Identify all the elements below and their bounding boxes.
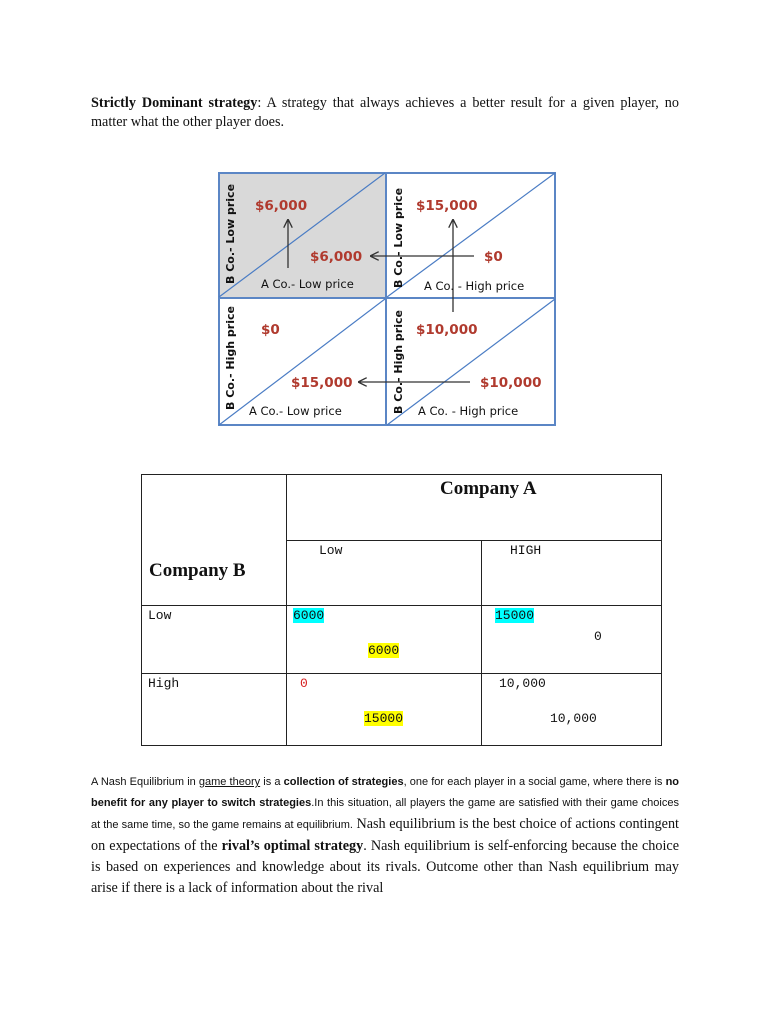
cell4-a-label: A Co. - High price [418,404,519,418]
game-table [141,474,662,746]
payoff-b: 6000 [293,608,325,623]
payoff-b: 10,000 [499,676,546,691]
cell-low-high [482,606,662,674]
cell-high-high [482,674,662,746]
cell3-a-label: A Co.- Low price [249,404,342,418]
cell4-b-payoff: $10,000 [416,322,478,338]
cell1-a-label: A Co.- Low price [261,277,354,291]
cell2-b-payoff: $15,000 [416,198,478,214]
cell4-b-label: B Co.- High price [392,310,405,414]
row-header-low: Low [142,606,287,674]
game-theory-link[interactable]: game theory [198,776,261,788]
cell4-a-payoff: $10,000 [480,375,542,391]
col-header-high: HIGH [482,541,662,606]
company-a-label: Company A [440,478,537,499]
cell1-a-payoff: $6,000 [310,249,363,265]
payoff-a: 0 [594,629,602,644]
nash-paragraph: A Nash Equilibrium in game theory is a collection of strategies, one for each player in a social game, where there is no benefit for any player to switch strategies.In this situation, all players the game are satisfied with their game choices at the same time, so the game remains at equilibrium. Nash equilibrium is the best choice of actions contingent on expectations of the rival’s optimal strategy. Nash equilibrium is self-enforcing because the choice is based on experiences and knowledge about its rivals. Outcome other than Nash equilibrium may arise if there is a lack of information about the rival [91,776,680,896]
payoff-b: 0 [300,676,308,691]
company-a-header [287,475,662,541]
definition-paragraph [91,94,679,132]
payoff-a: 10,000 [550,711,597,726]
cell1-b-payoff: $6,000 [255,198,308,214]
cell2-b-label: B Co.- Low price [392,187,405,288]
cell-low-low [287,606,482,674]
payoff-a: 6000 [368,643,400,658]
col-header-low: Low [287,541,482,606]
cell1-b-label: B Co.- Low price [224,183,237,284]
cell3-a-payoff: $15,000 [291,375,353,391]
corner-cell [142,475,287,606]
payoff-a: 15000 [364,711,404,726]
cell3-b-payoff: $0 [261,322,280,338]
definition-text: : A strategy that always achieves a better result for a given player, no matter what the other player does. [91,95,679,130]
cell2-a-label: A Co. - High price [424,279,525,293]
payoff-matrix-figure [218,172,556,426]
definition-term: Strictly Dominant strategy [91,95,258,111]
payoff-b: 15000 [495,608,535,623]
company-b-label: Company B [149,560,246,581]
cell3-b-label: B Co.- High price [224,306,237,410]
row-header-high: High [142,674,287,746]
cell2-a-payoff: $0 [484,249,503,265]
cell-high-low [287,674,482,746]
